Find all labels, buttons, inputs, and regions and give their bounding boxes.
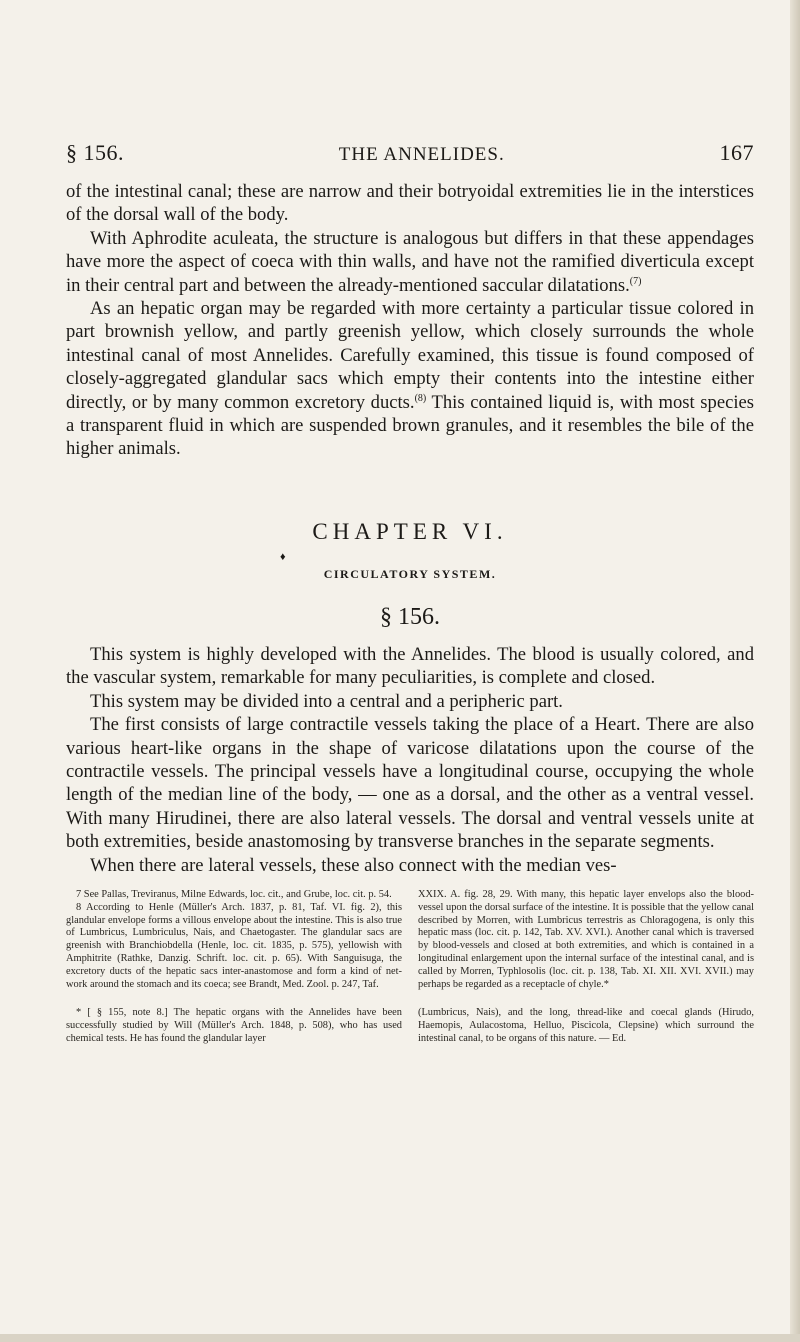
section-paragraph: When there are lateral vessels, these also connect with the median ves- bbox=[90, 854, 617, 876]
editor-note-right: (Lumbricus, Nais), and the long, thread-like and coecal glands (Hirudo, Haemopis, Aulacostoma, Helluo, Piscicola, Clepsine) which surround the intestinal canal, to be organs of this nature. — Ed. bbox=[418, 1007, 754, 1044]
header-title: THE ANNELIDES. bbox=[338, 144, 505, 165]
footnotes bbox=[66, 889, 754, 991]
book-page bbox=[66, 140, 754, 1046]
section-paragraph: This system may be divided into a central and a peripheric part. bbox=[90, 690, 563, 712]
editor-note-left: * [ § 155, note 8.] The hepatic organs with the Annelides have been successfully studied by Will (Müller's Arch. 1848, p. 508), who has used chemical tests. He has found the glandular layer bbox=[66, 1007, 402, 1044]
running-head bbox=[66, 140, 754, 166]
section-heading: § 156. bbox=[380, 603, 440, 630]
footnotes-right-column bbox=[418, 889, 754, 991]
section-paragraph: This system is highly developed with the Annelides. The blood is usually colored, and the vascular system, remarkable for many peculiarities, is complete and closed. bbox=[66, 643, 754, 689]
intro-paragraph: With Aphrodite aculeata, the structure is analogous but differs in that these appendages have more the aspect of coeca with thin walls, and have not the ramified diverticula except in their central part and between the already-mentioned saccular dilatations.$^{(7)}$ bbox=[66, 227, 754, 296]
chapter-subtitle: CIRCULATORY SYSTEM. bbox=[323, 566, 497, 581]
footnote: 8 According to Henle (Müller's Arch. 1837, p. 81, Taf. VI. fig. 2), this glandular envelope forms a villous envelope about the intestine. This is also true of Lumbricus, Lumbriculus, Nais, and Chaetogaster. The glandular sacs are greenish with Branchiobdella (Henle, loc. cit. 1835, p. 575), yellowish with Amphitrite (Rathke, Danzig. Schrift. loc. cit. p. 65). With Sanguisuga, the excretory ducts of the hepatic sacs inter-anastomose and form a kind of net-work around the stomach and its coeca; see Brandt, Med. Zool. p. 247, Taf. bbox=[66, 901, 402, 990]
footnote-ref: (8) bbox=[414, 392, 427, 404]
section-paragraph: The first consists of large contractile vessels taking the place of a Heart. There are also various heart-like organs in the shape of varicose dilatations upon the course of the contractile vessels. The principal vessels have a longitudinal course, occupying the whole length of the median line of the body, — one as a dorsal, and the other as a ventral vessel. With many Hirudinei, there are also lateral vessels. The dorsal and ventral vessels unite at both extremities, beside anastomosing by transverse branches in the separate segments. bbox=[66, 714, 754, 853]
page-number: 167 bbox=[719, 140, 754, 165]
footnote: 7 See Pallas, Treviranus, Milne Edwards, loc. cit., and Grube, loc. cit. p. 54. bbox=[76, 888, 392, 900]
intro-paragraph: As an hepatic organ may be regarded with more certainty a particular tissue colored in part brownish yellow, and partly greenish yellow, which closely surrounds the whole intestinal canal of most Annelides. Carefully examined, this tissue is found composed of closely-aggregated glandular sacs which empty their contents into the intestine either directly, or by many common excretory ducts.$^{(8)}$ This contained liquid is, with most species a transparent fluid in which are suspended brown granules, and it resembles the bile of the higher animals. bbox=[66, 298, 754, 460]
section-text bbox=[66, 643, 754, 877]
footnote: XXIX. A. fig. 28, 29. With many, this hepatic layer envelops also the blood-vessel upon the dorsal surface of the intestine. It is possible that the yellow canal described by Morren, with Lumbricus terrestris as Chloragogena, is only this hepatic mass (loc. cit. p. 142, Tab. XV. XVI.). Another canal which is traversed by blood-vessels and closed at both extremities, and which is contained in a longitudinal enlargement upon the internal surface of the intestinal canal, and is called by Morren, Typhlosolis (loc. cit. p. 138, Tab. XI. XII. XVI. XVII.) may perhaps be regarded as a receptacle of chyle.* bbox=[418, 888, 754, 990]
ornament-mark: ♦ bbox=[280, 550, 286, 563]
footnotes-left-column bbox=[66, 889, 402, 991]
header-section: § 156. bbox=[66, 140, 124, 165]
intro-paragraph: of the intestinal canal; these are narrow and their botryoidal extremities lie in the interstices of the dorsal wall of the body. bbox=[66, 181, 754, 226]
page-edge-bottom bbox=[0, 1334, 800, 1342]
chapter-heading: CHAPTER VI. bbox=[312, 518, 508, 544]
footnote-ref: (7) bbox=[629, 275, 642, 287]
editor-notes bbox=[66, 1007, 754, 1045]
intro-text bbox=[66, 180, 754, 461]
page-edge-shadow bbox=[790, 0, 800, 1342]
